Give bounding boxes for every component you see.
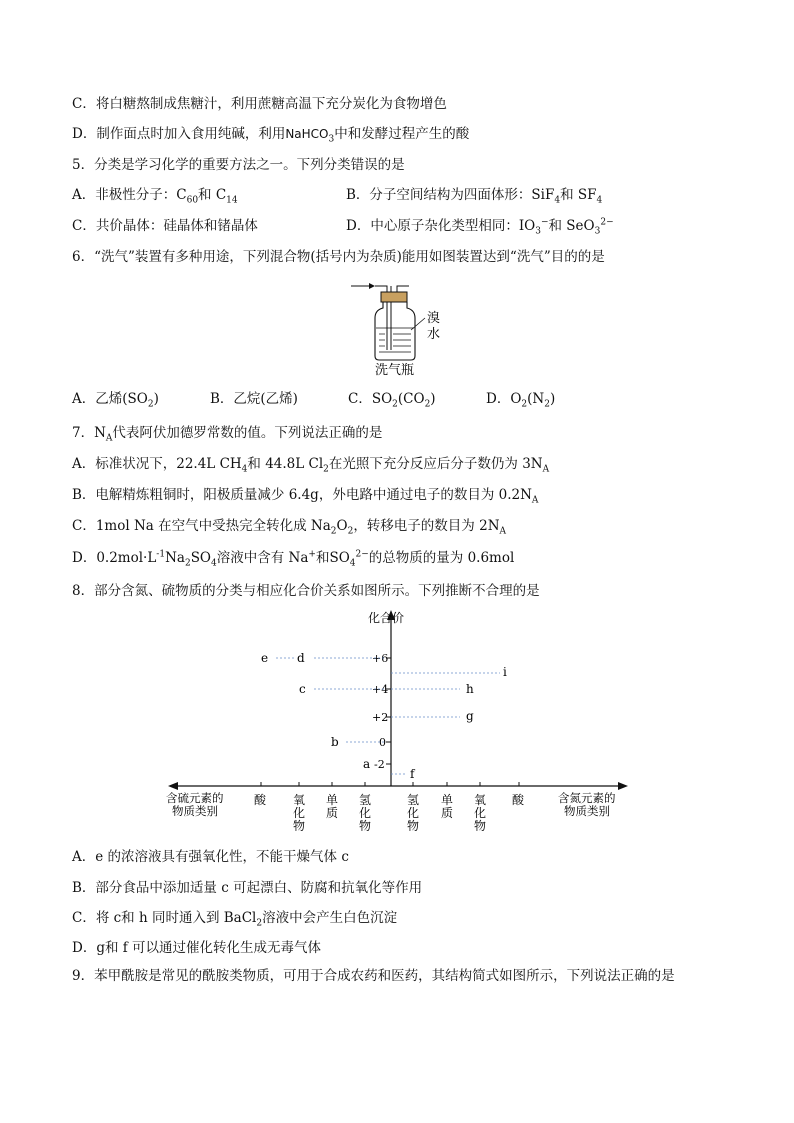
- q7-stem-post: 代表阿伏加德罗常数的值。下列说法正确的是: [112, 425, 383, 441]
- q7-b-s1: A: [531, 495, 539, 506]
- s-category-element: [326, 793, 338, 820]
- n-category-oxide: [474, 793, 486, 833]
- q6-d-s2: 2: [544, 399, 550, 410]
- q7-d-t3: SO: [190, 550, 212, 566]
- point-f: f: [410, 767, 415, 781]
- fig-caption: 洗气瓶: [375, 363, 415, 378]
- point-c: c: [299, 682, 306, 696]
- q4-option-c: C．将白糖熬制成焦糖汁，利用蔗糖高温下充分炭化为食物增色: [72, 96, 447, 112]
- q7-d-s1: 2: [184, 558, 191, 569]
- point-a: a: [363, 757, 371, 771]
- q7-c-t2: O: [336, 518, 348, 534]
- x-axis-left-arrow: [168, 782, 178, 790]
- q7-a-s2: 2: [323, 464, 329, 475]
- tick-label-p4: +4: [372, 683, 389, 696]
- q8-option-c: [72, 909, 397, 927]
- q8-c-t2: 溶液中会产生白色沉淀: [262, 910, 398, 926]
- q7-d-t6: 的总物质的量为 0.6mol: [368, 550, 515, 566]
- point-h: h: [466, 682, 474, 696]
- q7-d-sub3: 4: [349, 558, 356, 569]
- q6-option-b: B．乙烷(乙烯): [210, 391, 298, 407]
- tick-label-m2: -2: [374, 758, 385, 771]
- inlet-arrowhead: [369, 283, 375, 289]
- q4-d-sub: 3: [328, 134, 335, 145]
- q6-c-pre: C．SO: [348, 391, 393, 407]
- q8-option-d: D．g和 f 可以通过催化转化生成无毒气体: [72, 940, 322, 956]
- q5-option-a: [72, 186, 238, 204]
- q7-d-t4: 溶液中含有 Na: [216, 550, 309, 566]
- q4-d-text: D．制作面点时加入食用纯碱，利用: [72, 126, 286, 142]
- q6-stem: 6．“洗气”装置有多种用途，下列混合物(括号内为杂质)能用如图装置达到“洗气”目的的是: [72, 249, 605, 265]
- q7-stem: [72, 424, 382, 442]
- right-axis-label-2: 物质类别: [564, 804, 610, 818]
- q6-c-s1: 2: [392, 399, 398, 410]
- category-text: 氢化物: [406, 793, 420, 833]
- q6-a-pre: A．乙烯(SO: [72, 391, 148, 407]
- category-text: 氧化物: [473, 793, 487, 833]
- n-category-element: [441, 793, 453, 820]
- s-category-oxide: [293, 793, 305, 833]
- category-text: 氢化物: [358, 793, 372, 833]
- q7-option-b: [72, 486, 538, 504]
- q5-d-sup2: 2−: [600, 217, 614, 228]
- q5-d-mid: 和 SeO: [548, 218, 595, 234]
- q7-c-s1: 2: [330, 526, 337, 537]
- q7-a-t1: A．标准状况下，22.4L CH: [72, 456, 242, 472]
- q7-a-t3: 在光照下充分反应后分子数仍为 3N: [328, 456, 543, 472]
- q4-d-formula: NaHCO: [285, 127, 329, 141]
- q5-a-s2: 14: [226, 195, 238, 206]
- q6-option-a: [72, 390, 159, 408]
- q5-option-d: [346, 217, 614, 235]
- s-category-hydride: [359, 793, 371, 833]
- q7-stem-sub: A: [105, 433, 113, 444]
- outlet-tube: [397, 286, 409, 292]
- q6-d-mid: (N: [527, 391, 545, 407]
- q5-a-s1: 60: [186, 195, 199, 206]
- point-d: d: [297, 651, 305, 665]
- q5-b-mid: 和 SF: [560, 187, 597, 203]
- q7-d-t5: 和SO: [315, 550, 350, 566]
- tick-label-0: 0: [379, 736, 386, 749]
- category-text: 单质: [325, 793, 339, 820]
- bottle: [375, 302, 415, 360]
- point-e: e: [261, 651, 269, 665]
- q6-option-c: [348, 390, 436, 408]
- q5-d-sup1: −: [540, 217, 549, 228]
- q7-c-t1: C．1mol Na 在空气中受热完全转化成 Na: [72, 518, 331, 534]
- q7-option-c: [72, 517, 506, 535]
- q7-d-sup3: 2−: [355, 549, 369, 560]
- q6-d-pre: D．O: [486, 391, 522, 407]
- q5-option-c: C．共价晶体：硅晶体和锗晶体: [72, 218, 258, 234]
- q7-d-sup1: -1: [156, 549, 166, 560]
- q7-a-s1: 4: [241, 464, 248, 475]
- q8-stem: 8．部分含氮、硫物质的分类与相应化合价关系如图所示。下列推断不合理的是: [72, 583, 540, 599]
- q7-a-t2: 和 44.8L Cl: [247, 456, 324, 472]
- category-text: 氧化物: [292, 793, 306, 833]
- q4-d-text2: 中和发酵过程产生的酸: [334, 126, 470, 142]
- q6-c-post: ): [430, 391, 436, 407]
- point-b: b: [331, 735, 339, 749]
- q5-b-pre: B．分子空间结构为四面体形：SiF: [346, 187, 555, 203]
- q7-c-t3: ，转移电子的数目为 2N: [353, 518, 500, 534]
- q6-a-post: ): [153, 391, 159, 407]
- fig-label-water: 水: [427, 327, 441, 342]
- n-category-acid: 酸: [512, 793, 525, 807]
- q9-stem: 9．苯甲酰胺是常见的酰胺类物质，可用于合成农药和医药，其结构简式如图所示，下列说法正确的是: [72, 968, 675, 984]
- left-axis-label-1: 含硫元素的: [166, 791, 224, 805]
- q5-option-b: [346, 186, 602, 204]
- point-g: g: [466, 709, 474, 723]
- q7-d-s2: 4: [211, 558, 217, 569]
- q5-a-pre: A．非极性分子：C: [72, 187, 187, 203]
- q7-d-t2: Na: [165, 550, 185, 566]
- point-i: i: [503, 665, 507, 679]
- fig-label-bromine: 溴: [427, 311, 441, 326]
- q5-stem: 5．分类是学习化学的重要方法之一。下列分类错误的是: [72, 157, 405, 173]
- q6-c-s2: 2: [424, 399, 431, 410]
- q7-option-d: [72, 549, 514, 567]
- y-axis-title: 化合价: [368, 611, 405, 625]
- tick-label-p6: +6: [372, 652, 389, 665]
- q6-option-d: [486, 390, 555, 408]
- n-category-hydride: [407, 793, 419, 833]
- valence-category-diagram: [160, 606, 640, 834]
- q5-d-pre: D．中心原子杂化类型相同：IO: [346, 218, 536, 234]
- left-axis-label-2: 物质类别: [172, 804, 218, 818]
- q8-option-a: A．e 的浓溶液具有强氧化性，不能干燥气体 c: [72, 849, 349, 865]
- s-category-acid: 酸: [254, 793, 267, 807]
- stopper: [381, 292, 407, 302]
- q7-a-s3: A: [542, 464, 550, 475]
- q6-d-post: ): [549, 391, 556, 407]
- q5-a-mid: 和 C: [198, 187, 227, 203]
- q5-b-s1: 4: [554, 195, 561, 206]
- q7-option-a: [72, 455, 549, 473]
- q8-c-t1: C．将 c和 h 同时通入到 BaCl: [72, 910, 257, 926]
- q7-stem-pre: 7．N: [72, 425, 106, 441]
- q7-c-s3: A: [499, 526, 507, 537]
- q6-c-mid: (CO: [397, 391, 425, 407]
- q5-d-sub1: 3: [535, 226, 541, 237]
- q8-option-b: B．部分食品中添加适量 c 可起漂白、防腐和抗氧化等作用: [72, 880, 423, 896]
- right-axis-label-1: 含氮元素的: [558, 791, 616, 805]
- q5-b-s2: 4: [596, 195, 603, 206]
- q6-d-s1: 2: [521, 399, 528, 410]
- q6-a-s: 2: [147, 399, 154, 410]
- category-text: 单质: [440, 793, 454, 820]
- q7-d-sup2: +: [308, 549, 316, 560]
- x-axis-right-arrow: [618, 782, 628, 790]
- q4-option-d: [72, 125, 469, 143]
- tick-label-p2: +2: [372, 711, 389, 724]
- q8-c-s1: 2: [256, 918, 263, 929]
- q5-d-sub2: 3: [594, 226, 601, 237]
- q7-c-s2: 2: [347, 526, 354, 537]
- q7-b-t1: B．电解精炼粗铜时，阳极质量减少 6.4g，外电路中通过电子的数目为 0.2N: [72, 487, 532, 503]
- q7-d-t1: D．0.2mol·L: [72, 550, 157, 566]
- gas-washing-bottle-figure: [345, 278, 455, 378]
